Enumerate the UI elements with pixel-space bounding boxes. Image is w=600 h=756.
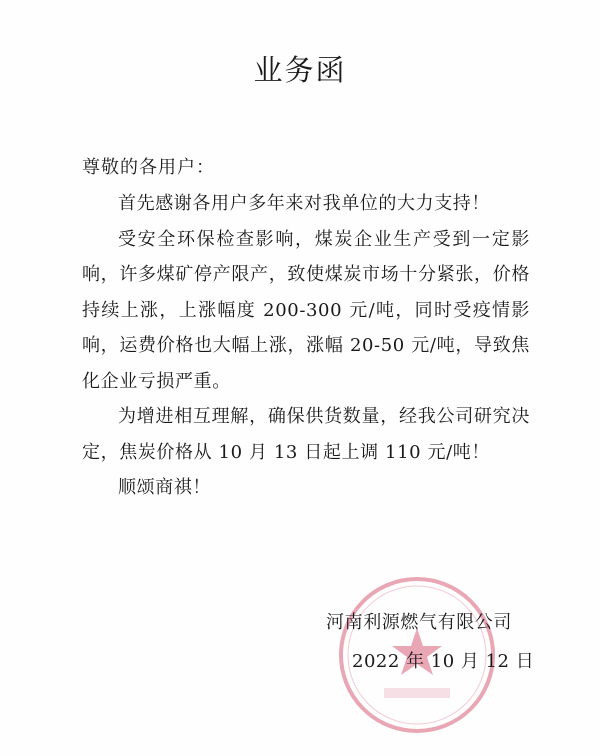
paragraph-price-adjustment: 为增进相互理解，确保供货数量，经我公司研究决定，焦炭价格从 10 月 13 日起上调 110 元/吨！ [82, 406, 530, 463]
letter-body [82, 186, 530, 506]
document-title: 业务函 [253, 53, 347, 87]
salutation: 尊敬的各用户： [82, 157, 215, 178]
signature-company: 河南利源燃气有限公司 [326, 612, 512, 633]
paragraph-closing: 顺颂商祺！ [118, 477, 211, 498]
signature-date: 2022 年 10 月 12 日 [352, 651, 535, 672]
seal-bottom-band [384, 688, 450, 698]
paragraph-thanks: 首先感谢各用户多年来对我单位的大力支持！ [118, 193, 490, 214]
paragraph-market-impact: 受安全环保检查影响，煤炭企业生产受到一定影响，许多煤矿停产限产，致使煤炭市场十分紧张，价格持续上涨，上涨幅度 200-300 元/吨，同时受疫情影响，运费价格也大幅上涨，涨幅 20-50 元/吨，导致焦化企业亏损严重。 [82, 228, 530, 392]
